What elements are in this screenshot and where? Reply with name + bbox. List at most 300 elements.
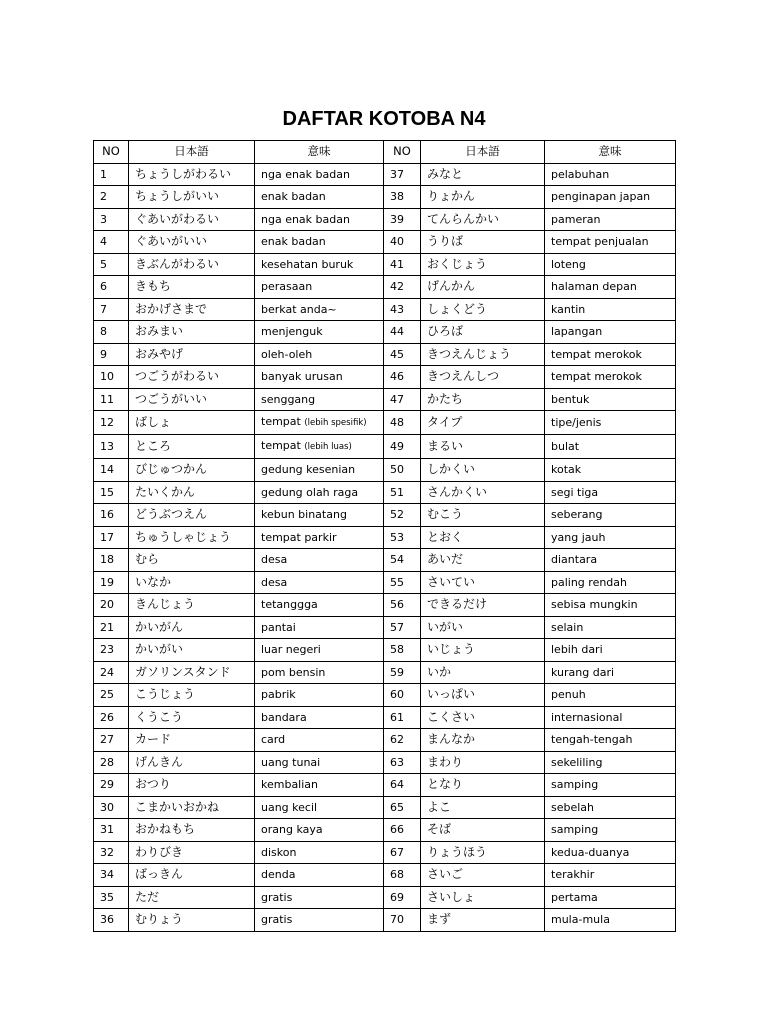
cell-no-left: 15 <box>94 481 129 504</box>
meaning-text: halaman depan <box>551 280 637 294</box>
cell-meaning-right <box>545 549 676 572</box>
meaning-text: banyak urusan <box>261 370 343 384</box>
meaning-text: kembalian <box>261 778 319 792</box>
cell-japanese-left: げんきん <box>129 751 255 774</box>
meaning-text: diantara <box>551 553 598 567</box>
table-row <box>94 909 676 932</box>
cell-meaning-left <box>255 276 384 299</box>
cell-no-left: 8 <box>94 321 129 344</box>
cell-no-right: 64 <box>384 774 421 797</box>
cell-meaning-left <box>255 459 384 482</box>
table-row <box>94 841 676 864</box>
meaning-text: senggang <box>261 392 316 406</box>
meaning-text: tetanggga <box>261 598 318 612</box>
table-row <box>94 571 676 594</box>
cell-no-right: 65 <box>384 796 421 819</box>
cell-japanese-right: むこう <box>421 504 545 527</box>
cell-meaning-right <box>545 774 676 797</box>
cell-no-left: 36 <box>94 909 129 932</box>
meaning-text: selain <box>551 620 584 634</box>
cell-no-right: 67 <box>384 841 421 864</box>
cell-no-left: 31 <box>94 819 129 842</box>
cell-meaning-left <box>255 639 384 662</box>
cell-japanese-right: しかくい <box>421 459 545 482</box>
cell-japanese-left: おつり <box>129 774 255 797</box>
header-japanese-left: 日本語 <box>129 141 255 164</box>
meaning-text: bentuk <box>551 392 590 406</box>
table-row <box>94 526 676 549</box>
cell-japanese-left: カード <box>129 729 255 752</box>
cell-meaning-right <box>545 411 676 435</box>
meaning-text: segi tiga <box>551 485 599 499</box>
meaning-text: tempat merokok <box>551 347 642 361</box>
cell-meaning-right <box>545 684 676 707</box>
cell-no-right: 40 <box>384 231 421 254</box>
cell-japanese-left: こうじょう <box>129 684 255 707</box>
cell-no-left: 32 <box>94 841 129 864</box>
meaning-text: kurang dari <box>551 665 615 679</box>
meaning-text: denda <box>261 868 296 882</box>
cell-meaning-right <box>545 796 676 819</box>
table-row <box>94 616 676 639</box>
table-body <box>94 163 676 931</box>
cell-meaning-right <box>545 388 676 411</box>
cell-no-right: 41 <box>384 253 421 276</box>
meaning-text: tempat parkir <box>261 530 337 544</box>
meaning-text: gratis <box>261 913 293 927</box>
cell-meaning-left <box>255 684 384 707</box>
meaning-text: nga enak badan <box>261 212 350 226</box>
meaning-text: tipe/jenis <box>551 416 602 429</box>
cell-no-right: 58 <box>384 639 421 662</box>
cell-no-right: 69 <box>384 886 421 909</box>
cell-japanese-right: りょうほう <box>421 841 545 864</box>
cell-no-right: 53 <box>384 526 421 549</box>
table-row <box>94 751 676 774</box>
cell-no-right: 59 <box>384 661 421 684</box>
cell-japanese-right: うりば <box>421 231 545 254</box>
cell-meaning-left <box>255 864 384 887</box>
cell-meaning-left <box>255 231 384 254</box>
cell-meaning-left <box>255 594 384 617</box>
cell-no-right: 56 <box>384 594 421 617</box>
cell-no-right: 62 <box>384 729 421 752</box>
cell-meaning-right <box>545 343 676 366</box>
meaning-text: pelabuhan <box>551 167 610 181</box>
cell-no-right: 49 <box>384 435 421 459</box>
cell-no-right: 55 <box>384 571 421 594</box>
cell-meaning-left <box>255 909 384 932</box>
cell-meaning-right <box>545 729 676 752</box>
meaning-text: penginapan japan <box>551 190 651 204</box>
table-row <box>94 208 676 231</box>
cell-meaning-left <box>255 549 384 572</box>
cell-japanese-right: まんなか <box>421 729 545 752</box>
cell-no-right: 54 <box>384 549 421 572</box>
cell-japanese-left: つごうがいい <box>129 388 255 411</box>
cell-japanese-left: つごうがわるい <box>129 366 255 389</box>
cell-meaning-left <box>255 706 384 729</box>
meaning-text: kotak <box>551 463 582 477</box>
meaning-text: nga enak badan <box>261 167 350 181</box>
table-row <box>94 343 676 366</box>
cell-japanese-right: きつえんじょう <box>421 343 545 366</box>
cell-japanese-right: てんらんかい <box>421 208 545 231</box>
table-header-row <box>94 141 676 164</box>
cell-meaning-left <box>255 366 384 389</box>
cell-japanese-right: さんかくい <box>421 481 545 504</box>
cell-no-right: 45 <box>384 343 421 366</box>
cell-no-left: 16 <box>94 504 129 527</box>
table-row <box>94 276 676 299</box>
cell-no-right: 50 <box>384 459 421 482</box>
table-row <box>94 163 676 186</box>
meaning-text: paling rendah <box>551 575 628 589</box>
cell-no-right: 39 <box>384 208 421 231</box>
cell-japanese-right: しょくどう <box>421 298 545 321</box>
cell-no-right: 66 <box>384 819 421 842</box>
cell-no-left: 5 <box>94 253 129 276</box>
meaning-text: uang kecil <box>261 800 318 814</box>
cell-japanese-right: きつえんしつ <box>421 366 545 389</box>
cell-no-left: 14 <box>94 459 129 482</box>
cell-meaning-right <box>545 186 676 209</box>
cell-no-left: 30 <box>94 796 129 819</box>
cell-japanese-left: むら <box>129 549 255 572</box>
table-row <box>94 729 676 752</box>
cell-japanese-left: こまかいおかね <box>129 796 255 819</box>
table-row <box>94 864 676 887</box>
cell-no-left: 35 <box>94 886 129 909</box>
cell-meaning-right <box>545 504 676 527</box>
meaning-text: yang jauh <box>551 530 606 544</box>
meaning-text: samping <box>551 778 599 792</box>
table-row <box>94 774 676 797</box>
meaning-text: pabrik <box>261 688 296 702</box>
cell-no-left: 13 <box>94 435 129 459</box>
cell-japanese-right: さいしょ <box>421 886 545 909</box>
cell-japanese-left: かいがん <box>129 616 255 639</box>
cell-japanese-right: さいご <box>421 864 545 887</box>
cell-no-left: 25 <box>94 684 129 707</box>
cell-meaning-right <box>545 661 676 684</box>
cell-japanese-right: まわり <box>421 751 545 774</box>
meaning-text: pertama <box>551 890 598 904</box>
meaning-text: desa <box>261 575 288 589</box>
meaning-text: kebun binatang <box>261 508 347 522</box>
cell-meaning-right <box>545 435 676 459</box>
cell-japanese-right: タイプ <box>421 411 545 435</box>
header-japanese-right: 日本語 <box>421 141 545 164</box>
cell-no-right: 51 <box>384 481 421 504</box>
table-row <box>94 388 676 411</box>
cell-no-left: 28 <box>94 751 129 774</box>
cell-meaning-right <box>545 276 676 299</box>
table-row <box>94 504 676 527</box>
cell-japanese-right: かたち <box>421 388 545 411</box>
table-row <box>94 886 676 909</box>
cell-japanese-right: りょかん <box>421 186 545 209</box>
cell-japanese-left: きぶんがわるい <box>129 253 255 276</box>
cell-meaning-left <box>255 571 384 594</box>
meaning-text: oleh-oleh <box>261 347 313 361</box>
cell-no-left: 10 <box>94 366 129 389</box>
cell-japanese-left: おみやげ <box>129 343 255 366</box>
cell-meaning-left <box>255 796 384 819</box>
header-meaning-left: 意味 <box>255 141 384 164</box>
meaning-note: (lebih luas) <box>304 442 352 452</box>
cell-meaning-right <box>545 253 676 276</box>
cell-no-left: 19 <box>94 571 129 594</box>
table-row <box>94 481 676 504</box>
cell-no-right: 61 <box>384 706 421 729</box>
meaning-text: pameran <box>551 212 601 226</box>
table-row <box>94 661 676 684</box>
cell-no-left: 29 <box>94 774 129 797</box>
cell-no-right: 63 <box>384 751 421 774</box>
cell-meaning-right <box>545 841 676 864</box>
cell-japanese-right: いがい <box>421 616 545 639</box>
meaning-text: sebisa mungkin <box>551 598 638 612</box>
meaning-text: bandara <box>261 710 307 724</box>
meaning-text: tempat penjualan <box>551 235 649 249</box>
cell-no-right: 44 <box>384 321 421 344</box>
cell-no-right: 70 <box>384 909 421 932</box>
header-no-right: NO <box>384 141 421 164</box>
cell-japanese-left: ちゅうしゃじょう <box>129 526 255 549</box>
cell-japanese-right: いっぱい <box>421 684 545 707</box>
cell-no-left: 7 <box>94 298 129 321</box>
cell-no-left: 9 <box>94 343 129 366</box>
cell-japanese-right: みなと <box>421 163 545 186</box>
cell-meaning-right <box>545 864 676 887</box>
cell-japanese-right: さいてい <box>421 571 545 594</box>
cell-meaning-left <box>255 819 384 842</box>
cell-no-left: 27 <box>94 729 129 752</box>
cell-japanese-left: ちょうしがわるい <box>129 163 255 186</box>
cell-meaning-left <box>255 774 384 797</box>
cell-meaning-right <box>545 298 676 321</box>
cell-meaning-right <box>545 163 676 186</box>
meaning-text: enak badan <box>261 235 326 249</box>
cell-meaning-left <box>255 298 384 321</box>
cell-japanese-left: きもち <box>129 276 255 299</box>
cell-meaning-right <box>545 819 676 842</box>
meaning-text: penuh <box>551 688 586 702</box>
meaning-text: card <box>261 733 286 747</box>
cell-meaning-left <box>255 886 384 909</box>
vocabulary-table <box>93 140 676 932</box>
cell-japanese-right: おくじょう <box>421 253 545 276</box>
meaning-text: desa <box>261 553 288 567</box>
cell-japanese-right: よこ <box>421 796 545 819</box>
cell-japanese-right: いじょう <box>421 639 545 662</box>
cell-no-left: 34 <box>94 864 129 887</box>
cell-meaning-left <box>255 435 384 459</box>
table-row <box>94 186 676 209</box>
cell-japanese-left: おかげさまで <box>129 298 255 321</box>
meaning-note: (lebih spesifik) <box>304 418 367 428</box>
cell-no-left: 4 <box>94 231 129 254</box>
meaning-text: gedung kesenian <box>261 463 356 477</box>
cell-no-left: 11 <box>94 388 129 411</box>
meaning-text: bulat <box>551 440 580 453</box>
meaning-text: terakhir <box>551 868 595 882</box>
meaning-text: sekeliling <box>551 755 603 769</box>
table-row <box>94 796 676 819</box>
table-row <box>94 321 676 344</box>
cell-meaning-left <box>255 526 384 549</box>
cell-japanese-left: きんじょう <box>129 594 255 617</box>
cell-japanese-right: あいだ <box>421 549 545 572</box>
cell-no-left: 2 <box>94 186 129 209</box>
cell-meaning-right <box>545 886 676 909</box>
table-row <box>94 684 676 707</box>
cell-japanese-right: そば <box>421 819 545 842</box>
cell-no-right: 38 <box>384 186 421 209</box>
cell-meaning-right <box>545 366 676 389</box>
meaning-text: kantin <box>551 302 586 316</box>
cell-japanese-left: ぐあいがわるい <box>129 208 255 231</box>
cell-meaning-right <box>545 639 676 662</box>
meaning-text: tempat <box>261 415 301 428</box>
cell-no-right: 57 <box>384 616 421 639</box>
meaning-text: lebih dari <box>551 643 603 657</box>
cell-meaning-right <box>545 459 676 482</box>
cell-meaning-left <box>255 343 384 366</box>
meaning-text: diskon <box>261 845 297 859</box>
table-row <box>94 366 676 389</box>
cell-no-right: 42 <box>384 276 421 299</box>
cell-japanese-left: ガソリンスタンド <box>129 661 255 684</box>
meaning-text: samping <box>551 823 599 837</box>
cell-meaning-right <box>545 706 676 729</box>
meaning-text: tempat merokok <box>551 370 642 384</box>
cell-japanese-left: ちょうしがいい <box>129 186 255 209</box>
cell-japanese-left: くうこう <box>129 706 255 729</box>
cell-no-right: 48 <box>384 411 421 435</box>
cell-japanese-left: むりょう <box>129 909 255 932</box>
cell-japanese-right: となり <box>421 774 545 797</box>
cell-no-left: 6 <box>94 276 129 299</box>
cell-meaning-right <box>545 594 676 617</box>
cell-japanese-left: いなか <box>129 571 255 594</box>
cell-no-right: 60 <box>384 684 421 707</box>
cell-japanese-right: まず <box>421 909 545 932</box>
cell-meaning-left <box>255 751 384 774</box>
cell-japanese-left: びじゅつかん <box>129 459 255 482</box>
cell-meaning-right <box>545 481 676 504</box>
cell-meaning-right <box>545 616 676 639</box>
meaning-text: internasional <box>551 710 623 724</box>
table-row <box>94 706 676 729</box>
cell-japanese-right: できるだけ <box>421 594 545 617</box>
cell-no-left: 17 <box>94 526 129 549</box>
cell-japanese-left: かいがい <box>129 639 255 662</box>
cell-meaning-left <box>255 253 384 276</box>
meaning-text: pom bensin <box>261 665 326 679</box>
cell-meaning-left <box>255 186 384 209</box>
cell-meaning-left <box>255 481 384 504</box>
cell-no-left: 21 <box>94 616 129 639</box>
cell-japanese-left: どうぶつえん <box>129 504 255 527</box>
meaning-text: tengah-tengah <box>551 733 633 747</box>
cell-japanese-right: とおく <box>421 526 545 549</box>
meaning-text: tempat <box>261 439 301 452</box>
cell-no-right: 37 <box>384 163 421 186</box>
cell-meaning-left <box>255 841 384 864</box>
meaning-text: lapangan <box>551 325 603 339</box>
meaning-text: seberang <box>551 508 603 522</box>
cell-no-left: 18 <box>94 549 129 572</box>
header-meaning-right: 意味 <box>545 141 676 164</box>
cell-meaning-right <box>545 751 676 774</box>
cell-japanese-left: たいくかん <box>129 481 255 504</box>
cell-japanese-right: こくさい <box>421 706 545 729</box>
cell-meaning-left <box>255 411 384 435</box>
cell-no-left: 1 <box>94 163 129 186</box>
table-row <box>94 231 676 254</box>
table-row <box>94 298 676 321</box>
cell-no-right: 46 <box>384 366 421 389</box>
meaning-text: perasaan <box>261 280 313 294</box>
cell-japanese-right: いか <box>421 661 545 684</box>
cell-meaning-left <box>255 729 384 752</box>
cell-no-right: 68 <box>384 864 421 887</box>
header-no-left: NO <box>94 141 129 164</box>
cell-no-left: 3 <box>94 208 129 231</box>
cell-japanese-left: おかねもち <box>129 819 255 842</box>
cell-no-right: 47 <box>384 388 421 411</box>
cell-meaning-right <box>545 909 676 932</box>
meaning-text: uang tunai <box>261 755 321 769</box>
meaning-text: sebelah <box>551 800 595 814</box>
cell-meaning-left <box>255 388 384 411</box>
meaning-text: gratis <box>261 890 293 904</box>
cell-japanese-left: ばしょ <box>129 411 255 435</box>
cell-no-left: 24 <box>94 661 129 684</box>
meaning-text: enak badan <box>261 190 326 204</box>
cell-meaning-right <box>545 208 676 231</box>
cell-no-right: 52 <box>384 504 421 527</box>
meaning-text: kedua-duanya <box>551 845 630 859</box>
cell-japanese-left: ところ <box>129 435 255 459</box>
cell-meaning-left <box>255 661 384 684</box>
table-row <box>94 411 676 435</box>
cell-meaning-left <box>255 321 384 344</box>
cell-meaning-right <box>545 321 676 344</box>
table-row <box>94 253 676 276</box>
table-row <box>94 819 676 842</box>
cell-meaning-right <box>545 526 676 549</box>
table-row <box>94 639 676 662</box>
cell-japanese-right: まるい <box>421 435 545 459</box>
cell-no-left: 20 <box>94 594 129 617</box>
meaning-text: berkat anda~ <box>261 302 337 316</box>
cell-japanese-right: げんかん <box>421 276 545 299</box>
meaning-text: luar negeri <box>261 643 321 657</box>
cell-no-left: 12 <box>94 411 129 435</box>
cell-no-left: 23 <box>94 639 129 662</box>
table-row <box>94 549 676 572</box>
table-row <box>94 435 676 459</box>
meaning-text: pantai <box>261 620 296 634</box>
meaning-text: kesehatan buruk <box>261 257 354 271</box>
cell-japanese-left: ぐあいがいい <box>129 231 255 254</box>
meaning-text: mula-mula <box>551 913 610 927</box>
cell-meaning-left <box>255 163 384 186</box>
cell-japanese-left: ただ <box>129 886 255 909</box>
